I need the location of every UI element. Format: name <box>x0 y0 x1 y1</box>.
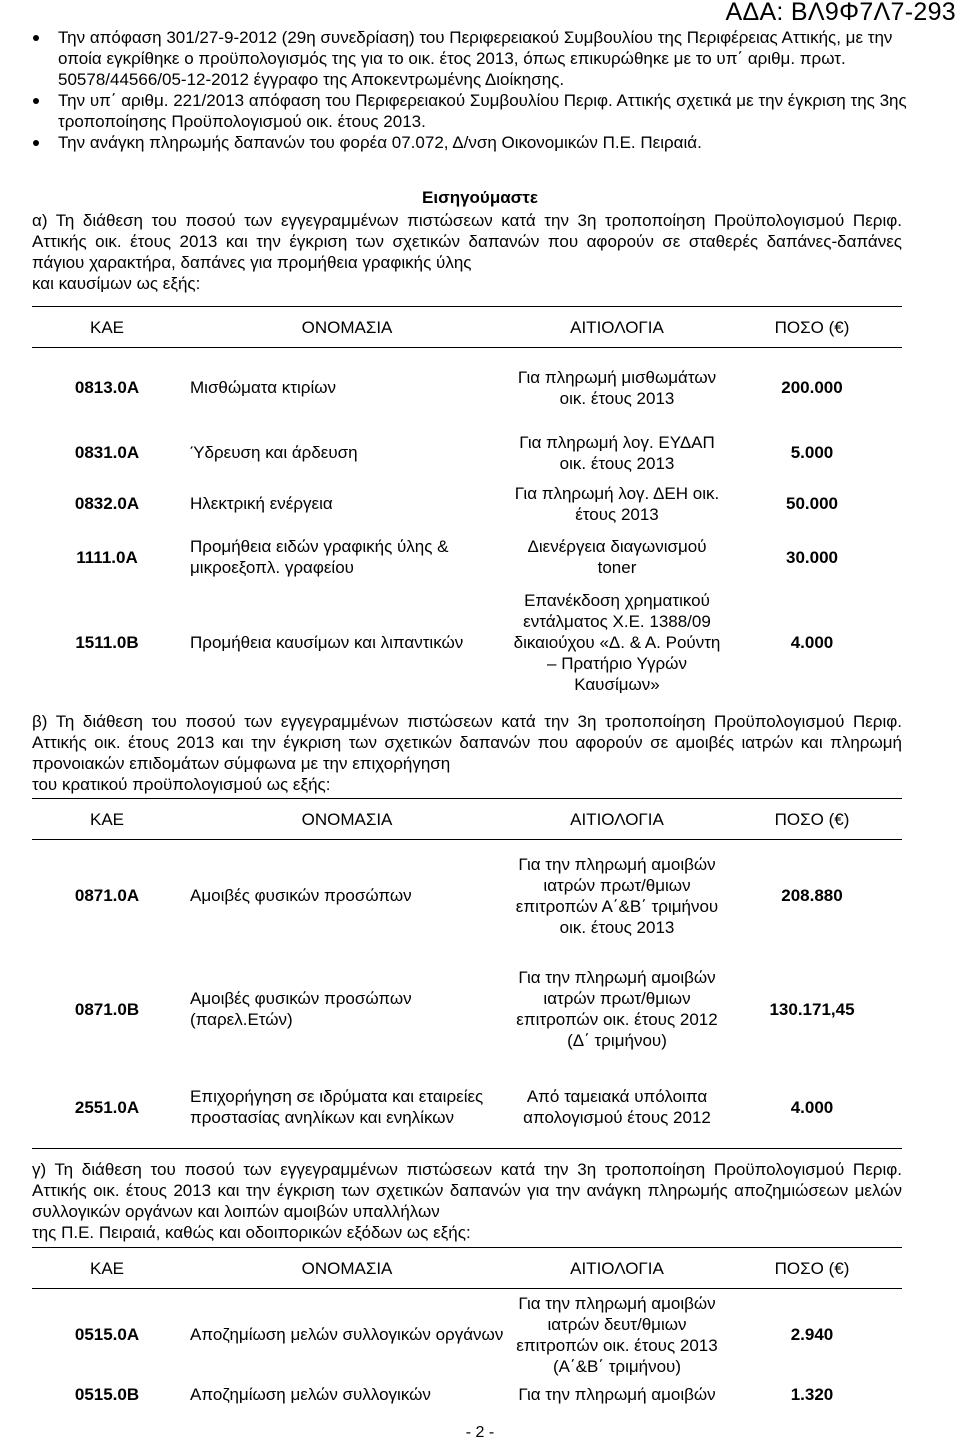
bullet-dot-icon <box>33 140 39 146</box>
bullet-dot-icon <box>33 35 39 41</box>
bullet-list <box>30 27 935 153</box>
table-row: 0832.0Α Ηλεκτρική ενέργεια Για πληρωμή λογ. ΔΕΗ οικ. έτους 2013 50.000 <box>74 483 838 524</box>
section-heading: Εισηγούμαστε <box>422 188 538 207</box>
table-row: 2551.0Α Επιχορήγηση σε ιδρύματα και εταιρείες προστασίας ανηλίκων και ενηλίκων Από ταμειακά υπόλοιπα απολογισμού έτους 2012 4.000 <box>32 1067 902 1149</box>
bullet-item: Την απόφαση 301/27-9-2012 (29η συνεδρίαση) του Περιφερειακού Συμβουλίου της Περιφέρειας Αττικής, με την οποία εγκρίθηκε ο προϋπολογισμός της για το οικ. έτος 2013, όπως επικυρώθηκε με το υπ΄ αριθμ. πρωτ. 50578/44566/05-12-2012 έγγραφο της Αποκεντρωμένης Διοίκησης. <box>30 27 935 90</box>
section-b-intro: β) Τη διάθεση του ποσού των εγγεγραμμένων πιστώσεων κατά την 3η τροποποίηση Προϋπολογισμού Περιφ. Αττικής οικ. έτους 2013 και την έγκριση των σχετικών δαπανών που αφορούν σε αμοιβές ιατρών και πληρωμή προνοιακών επιδομάτων σύμφωνα με την επιχορήγηση του κρατικού προϋπολογισμού ως εξής: <box>32 712 902 794</box>
bullet-dot-icon <box>33 98 39 104</box>
section-b-table <box>32 798 902 1149</box>
section-c-table <box>32 1247 902 1409</box>
section-a-intro: α) Τη διάθεση του ποσού των εγγεγραμμένων πιστώσεων κατά την 3η τροποποίηση Προϋπολογισμού Περιφ. Αττικής οικ. έτους 2013 και την έγκριση των σχετικών δαπανών που αφορούν σε σταθερές δαπάνες-δαπάνες πάγιου χαρακτήρα, δαπάνες για προμήθεια γραφικής ύλης και καυσίμων ως εξής: <box>32 211 902 293</box>
table-row: 0515.0Α Αποζημίωση μελών συλλογικών οργάνων Για την πληρωμή αμοιβών ιατρών δευτ/θμιων επιτροπών οικ. έτους 2013 (Α΄&Β΄ τριμήνου) 2.940 <box>74 1293 834 1376</box>
bullet-item: Την ανάγκη πληρωμής δαπανών του φορέα 07.072, Δ/νση Οικονομικών Π.Ε. Πειραιά. <box>30 132 935 153</box>
table-row: 0831.0Α Ύδρευση και άρδευση Για πληρωμή λογ. ΕΥΔΑΠ οικ. έτους 2013 5.000 <box>74 432 834 473</box>
ada-code: ΑΔΑ: ΒΛ9Φ7Λ7-293 <box>725 0 956 26</box>
table-header-row: ΚΑΕ ΟΝΟΜΑΣΙΑ ΑΙΤΙΟΛΟΓΙΑ ΠΟΣΟ (€) <box>32 307 902 348</box>
section-a-table <box>32 306 902 700</box>
table-row: 0515.0Β Αποζημίωση μελών συλλογικών Για την πληρωμή αμοιβών 1.320 <box>74 1385 834 1404</box>
table-row: 0871.0Β Αμοιβές φυσικών προσώπων (παρελ.Ετών) Για την πληρωμή αμοιβών ιατρών πρωτ/θμιων επιτροπών οικ. έτους 2012 (Δ΄ τριμήνου) 130.171,45 <box>74 968 855 1050</box>
table-header-row: ΚΑΕ ΟΝΟΜΑΣΙΑ ΑΙΤΙΟΛΟΓΙΑ ΠΟΣΟ (€) <box>32 1248 902 1289</box>
table-header-row: ΚΑΕ ΟΝΟΜΑΣΙΑ ΑΙΤΙΟΛΟΓΙΑ ΠΟΣΟ (€) <box>32 799 902 840</box>
table-row: 1511.0Β Προμήθεια καυσίμων και λιπαντικών Επανέκδοση χρηματικού εντάλματος Χ.Ε. 1388/09 δικαιούχου «Δ. & Α. Ρούντη – Πρατήριο Υγρών Καυσίμων» 4.000 <box>75 590 834 694</box>
table-row: 0871.0Α Αμοιβές φυσικών προσώπων Για την πληρωμή αμοιβών ιατρών πρωτ/θμιων επιτροπών Α΄&Β΄ τριμήνου οικ. έτους 2013 208.880 <box>74 854 843 937</box>
table-row: 0813.0Α Μισθώματα κτιρίων Για πληρωμή μισθωμάτων οικ. έτους 2013 200.000 <box>74 367 843 408</box>
section-c-intro: γ) Τη διάθεση του ποσού των εγγεγραμμένων πιστώσεων κατά την 3η τροποποίηση Προϋπολογισμού Περιφ. Αττικής οικ. έτους 2013 και την έγκριση των σχετικών δαπανών για την ανάγκη πληρωμής αποζημιώσεων μελών συλλογικών οργάνων και λοιπών αμοιβών υπαλλήλων της Π.Ε. Πειραιά, καθώς και οδοιπορικών εξόδων ως εξής: <box>32 1160 902 1242</box>
page-number: - 2 - <box>465 1424 495 1441</box>
table-row: 1111.0Α Προμήθεια ειδών γραφικής ύλης & μικροεξοπλ. γραφείου Διενέργεια διαγωνισμού toner 30.000 <box>76 537 838 577</box>
bullet-item: Την υπ΄ αριθμ. 221/2013 απόφαση του Περιφερειακού Συμβουλίου Περιφ. Αττικής σχετικά με την έγκριση της 3ης τροποποίησης Προϋπολογισμού οικ. έτους 2013. <box>30 90 935 132</box>
